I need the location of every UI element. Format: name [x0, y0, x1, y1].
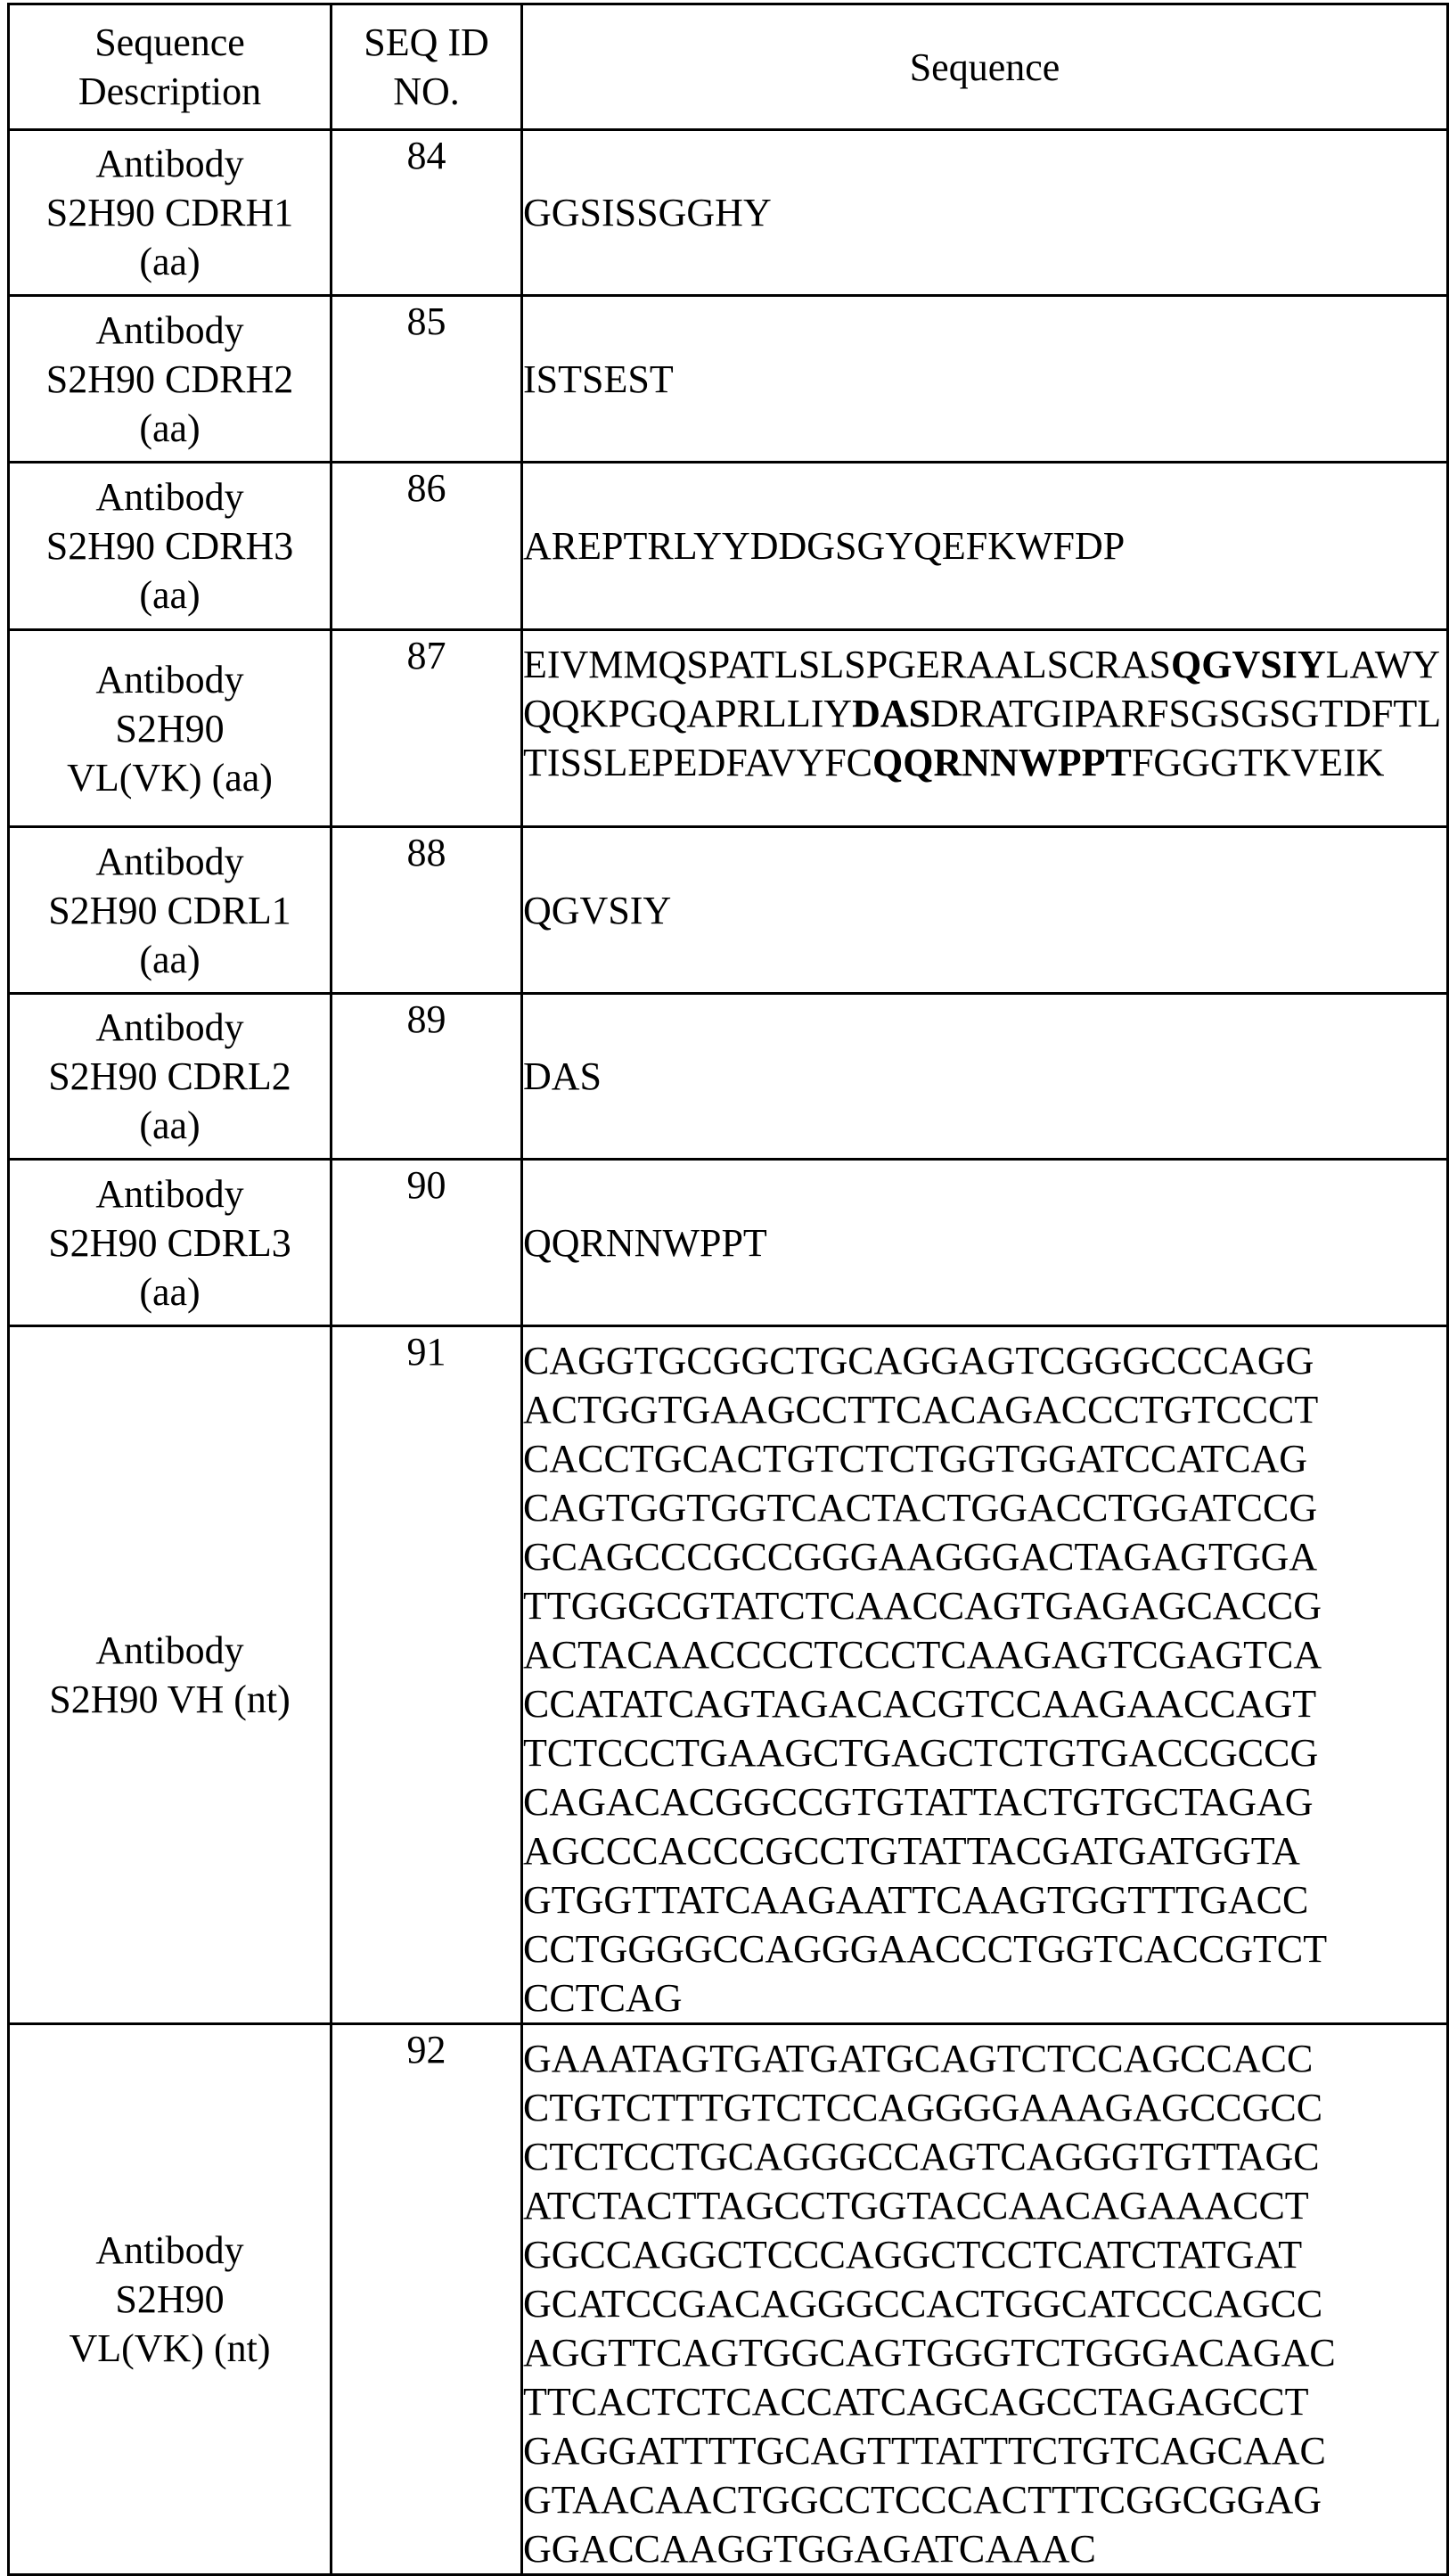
- seq-id-cell: 86: [332, 463, 522, 630]
- header-description: [9, 4, 332, 130]
- description-cell: [9, 1160, 332, 1326]
- description-line: S2H90 CDRH1: [10, 188, 330, 237]
- sequence-line: GGCCAGGCTCCCAGGCTCCTCATCTATGAT: [523, 2230, 1446, 2279]
- description-line: S2H90 CDRL3: [10, 1218, 330, 1267]
- sequence-line: GTGGTTATCAAGAATTCAAGTGGTTTGACC: [523, 1875, 1446, 1924]
- seq-id-cell: 90: [332, 1160, 522, 1326]
- table-row: [9, 2024, 1448, 2575]
- table-row: [9, 130, 1448, 296]
- header-text: SEQ ID: [332, 18, 520, 67]
- seq-id-cell: 91: [332, 1326, 522, 2024]
- seq-id-cell: 84: [332, 130, 522, 296]
- description-cell: [9, 463, 332, 630]
- cdr-segment: QGVSIY: [1171, 643, 1326, 686]
- description-line: Antibody: [10, 139, 330, 188]
- cdr-segment: QQRNNWPPT: [872, 741, 1132, 784]
- sequence-segment: DRATGIPARFSGSGSGTDFTLTISSLEPEDFAVYFC: [523, 692, 1441, 784]
- sequence-line: CTCTCCTGCAGGGCCAGTCAGGGTGTTAGC: [523, 2132, 1446, 2181]
- sequence-cell: [522, 630, 1448, 827]
- table-row: [9, 994, 1448, 1160]
- description-cell: [9, 630, 332, 827]
- sequence-line: TTCACTCTCACCATCAGCAGCCTAGAGCCT: [523, 2377, 1446, 2426]
- description-line: S2H90 CDRL2: [10, 1052, 330, 1101]
- description-line: (aa): [10, 1101, 330, 1150]
- description-line: S2H90: [10, 704, 330, 753]
- table-row: [9, 630, 1448, 827]
- description-line: (aa): [10, 570, 330, 619]
- description-line: Antibody: [10, 837, 330, 886]
- description-line: S2H90 CDRH3: [10, 521, 330, 570]
- seq-id-cell: 92: [332, 2024, 522, 2575]
- sequence-line: ACTACAACCCCTCCCTCAAGAGTCGAGTCA: [523, 1630, 1446, 1679]
- sequence-cell: GGSISSGGHY: [522, 130, 1448, 296]
- table-row: [9, 827, 1448, 994]
- description-cell: [9, 2024, 332, 2575]
- sequence-line: CTGTCTTTGTCTCCAGGGGAAAGAGCCGCC: [523, 2083, 1446, 2132]
- sequence-line: AGCCCACCCGCCTGTATTACGATGATGGTA: [523, 1826, 1446, 1875]
- sequence-line: CCATATCAGTAGACACGTCCAAGAACCAGT: [523, 1679, 1446, 1728]
- sequence-line: CCTCAG: [523, 1973, 1446, 2022]
- description-line: Antibody: [10, 1626, 330, 1675]
- table-row: [9, 463, 1448, 630]
- sequence-line: GAGGATTTTGCAGTTTATTTCTGTCAGCAAC: [523, 2426, 1446, 2475]
- sequence-line: ACTGGTGAAGCCTTCACAGACCCTGTCCCT: [523, 1385, 1446, 1434]
- sequence-segment: LAWYQQKPGQAPRLLIY: [523, 643, 1440, 735]
- seq-id-cell: 88: [332, 827, 522, 994]
- sequence-line: CACCTGCACTGTCTCTGGTGGATCCATCAG: [523, 1434, 1446, 1483]
- sequence-cell: DAS: [522, 994, 1448, 1160]
- description-line: (aa): [10, 935, 330, 984]
- sequence-line: TTGGGCGTATCTCAACCAGTGAGAGCACCG: [523, 1581, 1446, 1630]
- description-cell: [9, 130, 332, 296]
- header-sequence: Sequence: [522, 4, 1448, 130]
- seq-id-cell: 89: [332, 994, 522, 1160]
- sequence-cell: AREPTRLYYDDGSGYQEFKWFDP: [522, 463, 1448, 630]
- description-line: Antibody: [10, 2226, 330, 2275]
- header-text: Sequence: [10, 18, 330, 67]
- table-row: [9, 1326, 1448, 2024]
- description-line: S2H90 CDRL1: [10, 886, 330, 935]
- sequence-segment: EIVMMQSPATLSLSPGERAALSCRAS: [523, 643, 1171, 686]
- description-line: Antibody: [10, 1169, 330, 1218]
- table-row: [9, 1160, 1448, 1326]
- header-text: Description: [10, 67, 330, 116]
- description-line: Antibody: [10, 1003, 330, 1052]
- description-line: (aa): [10, 1267, 330, 1317]
- header-text: NO.: [332, 67, 520, 116]
- description-line: (aa): [10, 404, 330, 453]
- sequence-line: CAGGTGCGGCTGCAGGAGTCGGGCCCAGG: [523, 1336, 1446, 1385]
- description-line: S2H90: [10, 2275, 330, 2324]
- description-line: VL(VK) (aa): [10, 753, 330, 802]
- sequence-cell: ISTSEST: [522, 296, 1448, 463]
- sequence-line: GGACCAAGGTGGAGATCAAAC: [523, 2524, 1446, 2573]
- description-line: Antibody: [10, 655, 330, 704]
- sequence-line: TCTCCCTGAAGCTGAGCTCTGTGACCGCCG: [523, 1728, 1446, 1777]
- sequence-line: CAGTGGTGGTCACTACTGGACCTGGATCCG: [523, 1483, 1446, 1532]
- sequence-cell: QGVSIY: [522, 827, 1448, 994]
- header-seq-id: [332, 4, 522, 130]
- description-line: Antibody: [10, 306, 330, 355]
- cdr-segment: DAS: [852, 692, 930, 735]
- sequence-cell: QQRNNWPPT: [522, 1160, 1448, 1326]
- table-row: [9, 296, 1448, 463]
- sequence-line: CCTGGGGCCAGGGAACCCTGGTCACCGTCT: [523, 1924, 1446, 1973]
- seq-id-cell: 87: [332, 630, 522, 827]
- sequence-line: GTAACAACTGGCCTCCCACTTTCGGCGGAG: [523, 2475, 1446, 2524]
- sequence-cell: [522, 1326, 1448, 2024]
- description-line: S2H90 CDRH2: [10, 355, 330, 404]
- sequence-line: GAAATAGTGATGATGCAGTCTCCAGCCACC: [523, 2034, 1446, 2083]
- description-line: S2H90 VH (nt): [10, 1675, 330, 1724]
- description-cell: [9, 1326, 332, 2024]
- sequence-line: ATCTACTTAGCCTGGTACCAACAGAAACCT: [523, 2181, 1446, 2230]
- sequence-table: [7, 3, 1449, 2576]
- description-line: (aa): [10, 237, 330, 286]
- seq-id-cell: 85: [332, 296, 522, 463]
- description-cell: [9, 296, 332, 463]
- description-line: VL(VK) (nt): [10, 2324, 330, 2373]
- sequence-cell: [522, 2024, 1448, 2575]
- sequence-line: GCATCCGACAGGGCCACTGGCATCCCAGCC: [523, 2279, 1446, 2328]
- description-cell: [9, 827, 332, 994]
- description-line: Antibody: [10, 472, 330, 521]
- description-cell: [9, 994, 332, 1160]
- sequence-line: CAGACACGGCCGTGTATTACTGTGCTAGAG: [523, 1777, 1446, 1826]
- header-row: [9, 4, 1448, 130]
- sequence-line: GCAGCCCGCCGGGAAGGGACTAGAGTGGA: [523, 1532, 1446, 1581]
- sequence-segment: FGGGTKVEIK: [1132, 741, 1385, 784]
- sequence-line: AGGTTCAGTGGCAGTGGGTCTGGGACAGAC: [523, 2328, 1446, 2377]
